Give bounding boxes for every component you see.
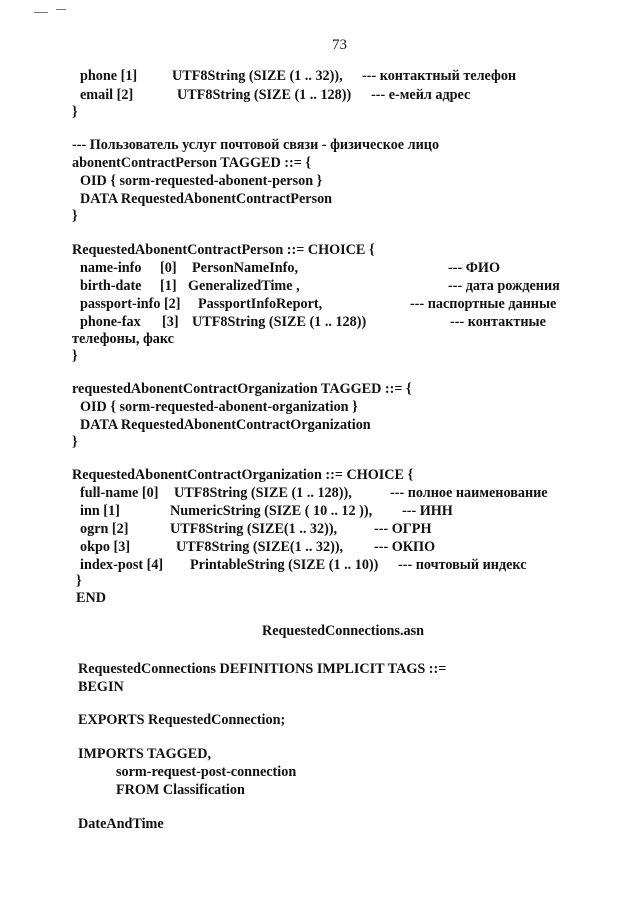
field-type: UTF8String (SIZE(1 .. 32)), <box>170 521 338 537</box>
field-comment: --- е-мейл адрес <box>371 87 471 103</box>
field-tag: [1] <box>160 278 177 294</box>
field-type: UTF8String (SIZE(1 .. 32)), <box>176 539 344 555</box>
field-comment: --- ФИО <box>448 260 500 276</box>
code-line: FROM Classification <box>116 782 245 798</box>
field-name: phone-fax <box>80 314 141 330</box>
code-line: EXPORTS RequestedConnection; <box>78 712 286 728</box>
field-comment: --- ОГРН <box>374 521 432 537</box>
field-comment: --- полное наименование <box>390 485 548 501</box>
field-comment: --- паспортные данные <box>410 296 557 312</box>
scan-mark <box>34 12 48 13</box>
code-comment: --- Пользователь услуг почтовой связи - физическое лицо <box>72 137 440 153</box>
field-name: ogrn [2] <box>80 521 129 537</box>
field-type: UTF8String (SIZE (1 .. 32)), <box>172 68 343 84</box>
field-type: UTF8String (SIZE (1 .. 128)) <box>177 87 352 103</box>
code-line: IMPORTS TAGGED, <box>78 746 211 762</box>
code-line: RequestedAbonentContractPerson ::= CHOICE { <box>72 242 375 258</box>
field-tag: [0] <box>160 260 177 276</box>
field-type: GeneralizedTime , <box>188 278 300 294</box>
field-comment: --- почтовый индекс <box>398 557 527 573</box>
code-line: BEGIN <box>78 679 124 695</box>
field-type: PassportInfoReport, <box>198 296 323 312</box>
closing-brace: } <box>72 208 78 224</box>
field-comment: --- ОКПО <box>374 539 436 555</box>
code-line: RequestedAbonentContractOrganization ::= CHOICE { <box>72 467 414 483</box>
field-name: phone [1] <box>80 68 138 84</box>
field-type: PrintableString (SIZE (1 .. 10)) <box>190 557 379 573</box>
code-line: requestedAbonentContractOrganization TAGGED ::= { <box>72 381 412 397</box>
field-name: inn [1] <box>80 503 120 519</box>
end-keyword: END <box>76 590 106 606</box>
field-name: okpo [3] <box>80 539 131 555</box>
closing-brace: } <box>72 434 78 450</box>
code-line: DATA RequestedAbonentContractPerson <box>80 191 333 207</box>
section-title: RequestedConnections.asn <box>262 623 424 639</box>
closing-brace: } <box>76 573 82 589</box>
code-line: DateAndTime <box>78 816 164 832</box>
field-comment: --- контактные <box>450 314 546 330</box>
field-name: name-info <box>80 260 142 276</box>
code-line: abonentContractPerson TAGGED ::= { <box>72 155 311 171</box>
field-type: UTF8String (SIZE (1 .. 128)), <box>174 485 352 501</box>
code-line: OID { sorm-requested-abonent-organization } <box>80 399 358 415</box>
field-tag: [3] <box>162 314 179 330</box>
code-line: DATA RequestedAbonentContractOrganization <box>80 417 371 433</box>
code-line: sorm-request-post-connection <box>116 764 297 780</box>
page-number: 73 <box>332 37 347 53</box>
field-name: full-name [0] <box>80 485 159 501</box>
code-line: OID { sorm-requested-abonent-person } <box>80 173 323 189</box>
code-comment-continued: телефоны, факс <box>72 331 174 347</box>
field-type: PersonNameInfo, <box>192 260 298 276</box>
field-type: NumericString (SIZE ( 10 .. 12 )), <box>170 503 373 519</box>
field-comment: --- ИНН <box>402 503 453 519</box>
field-comment: --- контактный телефон <box>362 68 517 84</box>
code-line: RequestedConnections DEFINITIONS IMPLICIT TAGS ::= <box>78 661 447 677</box>
field-name: passport-info [2] <box>80 296 181 312</box>
field-comment: --- дата рождения <box>448 278 560 294</box>
scan-mark <box>56 9 66 10</box>
closing-brace: } <box>72 348 78 364</box>
field-type: UTF8String (SIZE (1 .. 128)) <box>192 314 367 330</box>
field-name: index-post [4] <box>80 557 164 573</box>
field-name: email [2] <box>80 87 134 103</box>
field-name: birth-date <box>80 278 142 294</box>
closing-brace: } <box>72 104 78 120</box>
